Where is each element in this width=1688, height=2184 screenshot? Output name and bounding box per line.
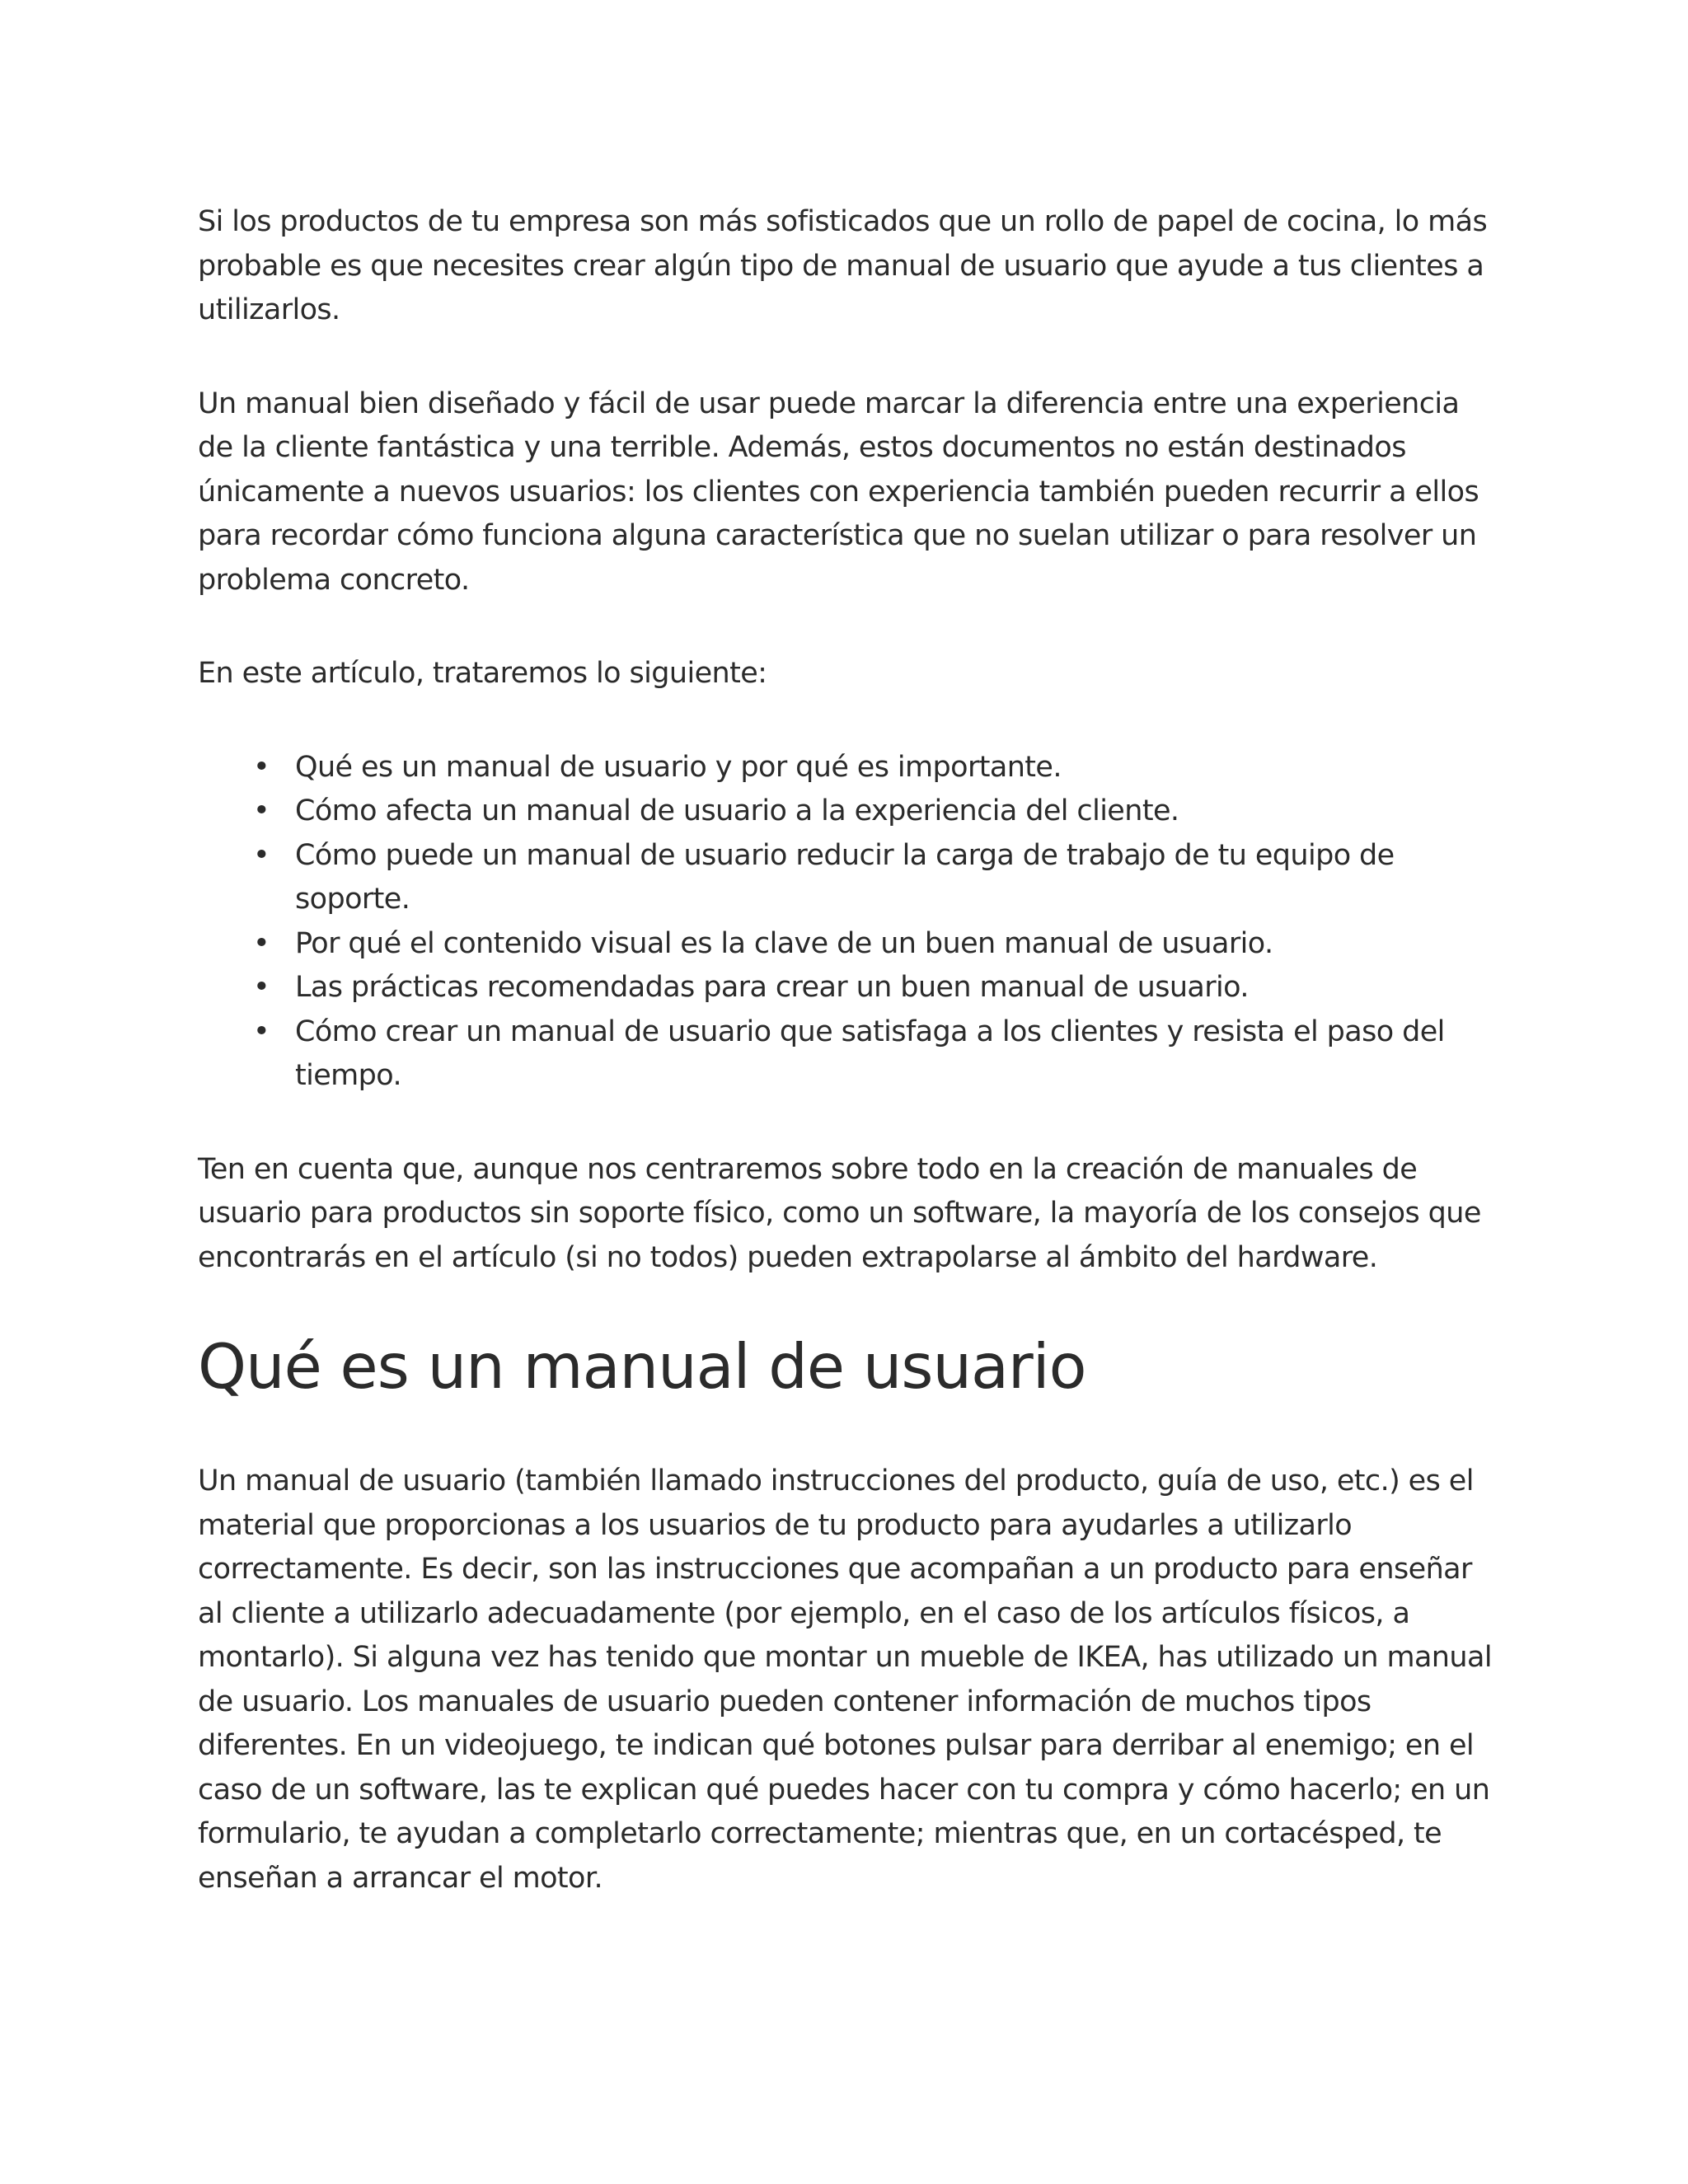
article-body: [198, 200, 1500, 1950]
bullet-icon: •: [252, 838, 270, 872]
list-item: [252, 1010, 1500, 1099]
list-intro-paragraph: En este artículo, trataremos lo siguiente:: [198, 657, 767, 690]
note-paragraph: Ten en cuenta que, aunque nos centraremos sobre todo en la creación de manuales de usuario para productos sin soporte físico, como un software, la mayoría de los consejos que encontrarás en el artículo (si no todos) pueden extrapolarse al ámbito del hardware.: [198, 1152, 1481, 1274]
intro-paragraph: Si los productos de tu empresa son más sofisticados que un rollo de papel de cocina, lo más probable es que necesites crear algún tipo de manual de usuario que ayude a tus clientes a utilizarlos.: [198, 205, 1488, 326]
topics-list: [198, 746, 1500, 1099]
section-body-paragraph: Un manual de usuario (también llamado instrucciones del producto, guía de uso, etc.) es el material que proporcionas a los usuarios de tu producto para ayudarles a utilizarlo correctamente. Es decir, son las instrucciones que acompañan a un producto para enseñar al cliente a utilizarlo adecuadamente (por ejemplo, en el caso de los artículos físicos, a montarlo). Si alguna vez has tenido que montar un mueble de IKEA, has utilizado un manual de usuario. Los manuales de usuario pueden contener información de muchos tipos diferentes. En un videojuego, te indican qué botones pulsar para derribar al enemigo; en el caso de un software, las te explican qué puedes hacer con tu compra y cómo hacerlo; en un formulario, te ayudan a completarlo correctamente; mientras que, en un cortacésped, te enseñan a arrancar el motor.: [198, 1465, 1492, 1895]
bullet-icon: •: [252, 926, 270, 960]
list-item-text: Por qué el contenido visual es la clave de un buen manual de usuario.: [295, 926, 1273, 960]
list-item-text: Cómo puede un manual de usuario reducir la carga de trabajo de tu equipo de soporte.: [295, 838, 1395, 916]
list-item: [252, 966, 1500, 1010]
list-item: [252, 922, 1500, 967]
list-item: [252, 746, 1500, 790]
bullet-icon: •: [252, 750, 270, 784]
list-item-text: Cómo crear un manual de usuario que satisfaga a los clientes y resista el paso del tiempo.: [295, 1015, 1445, 1092]
bullet-icon: •: [252, 1015, 270, 1048]
list-item-text: Las prácticas recomendadas para crear un buen manual de usuario.: [295, 971, 1249, 1004]
list-item-text: Cómo afecta un manual de usuario a la experiencia del cliente.: [295, 794, 1179, 827]
section-heading: Qué es un manual de usuario: [198, 1330, 1086, 1403]
intro-paragraph: Un manual bien diseñado y fácil de usar puede marcar la diferencia entre una experiencia de la cliente fantástica y una terrible. Además, estos documentos no están destinados únicamente a nuevos usuarios: los clientes con experiencia también pueden recurrir a ellos para recordar cómo funciona alguna característica que no suelan utilizar o para resolver un problema concreto.: [198, 387, 1479, 597]
bullet-icon: •: [252, 794, 270, 827]
list-item: [252, 790, 1500, 834]
list-item-text: Qué es un manual de usuario y por qué es importante.: [295, 750, 1062, 784]
bullet-icon: •: [252, 971, 270, 1004]
list-item: [252, 834, 1500, 922]
